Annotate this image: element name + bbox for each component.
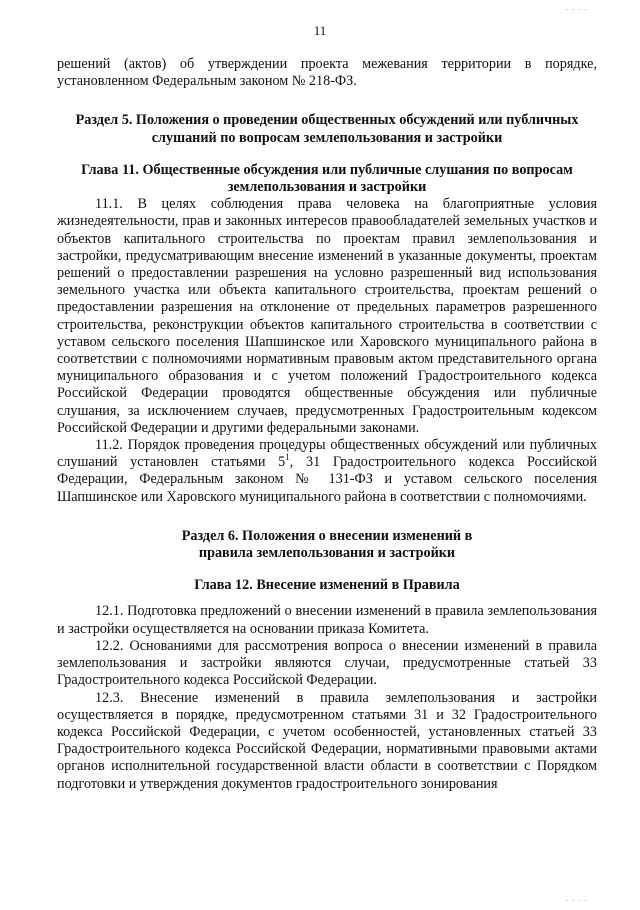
paragraph-11-2-part-b: , 31 Градостроительного кодекса Российской Федерации, Федеральным законом № 131-ФЗ и уставом сельского поселения Шапшинское или Харовского муниципального района в соответствии с полномочиями.	[57, 454, 597, 505]
page-number: 11	[313, 23, 327, 38]
paragraph-12-1: 12.1. Подготовка предложений о внесении изменений в правила землепользования и застройки осуществляется на основании приказа Комитета.	[57, 603, 597, 637]
paragraph-11-2	[57, 437, 597, 506]
section-6-heading	[57, 528, 597, 562]
paragraph-11-1: 11.1. В целях соблюдения права человека на благоприятные условия жизнедеятельности, прав и законных интересов правообладателей земельных участков и объектов капитального строительства по проектам правил землепользования и застройки, предусматривающим внесение изменений в указанные документы, проектам решений о предоставлении разрешения на условно разрешенный вид использования земельного участка или объекта капитального строительства, проектам решений о предоставлении разрешения на отклонение от предельных параметров разрешенного строительства, реконструкции объектов капитального строительства в соответствии с уставом сельского поселения Шапшинское или Харовского муниципального района в соответствии с полномочиями нормативным правовым актом представительного органа муниципального образования и с учетом положений Градостроительного кодекса Российской Федерации проводятся общественные обсуждения или публичные слушания, за исключением случаев, предусмотренных Градостроительным кодексом Российской Федерации и другими федеральными законами.	[57, 196, 597, 436]
intro-paragraph: решений (актов) об утверждении проекта межевания территории в порядке, установленном Федеральным законом № 218-ФЗ.	[57, 56, 597, 90]
chapter-11-heading: Глава 11. Общественные обсуждения или публичные слушания по вопросам землепользования и застройки	[81, 161, 573, 196]
paragraph-12-2: 12.2. Основаниями для рассмотрения вопроса о внесении изменений в правила землепользования и застройки являются случаи, предусмотренные статьей 33 Градостроительного кодекса Российской Федерации.	[57, 637, 597, 689]
section-6-heading-line-1: Раздел 6. Положения о внесении изменений в	[181, 527, 473, 544]
scan-mark-top: · · · ·	[566, 6, 588, 14]
scan-mark-bottom: · · · ·	[566, 897, 588, 905]
section-5-heading: Раздел 5. Положения о проведении общественных обсуждений или публичных слушаний по вопросам землепользования и застройки	[75, 112, 579, 146]
section-6-heading-line-2: правила землепользования и застройки	[198, 545, 456, 562]
chapter-12-heading: Глава 12. Внесение изменений в Правила	[194, 577, 460, 594]
paragraph-11-2-part-a: 11.2. Порядок проведения процедуры общественных обсуждений или публичных слушаний установлен статьями 5	[57, 437, 597, 471]
superscript-marker: 1	[285, 452, 290, 463]
paragraph-12-3: 12.3. Внесение изменений в правила землепользования и застройки осуществляется в порядке, предусмотренном статьями 31 и 32 Градостроительного кодекса Российской Федерации, с учетом особенностей, установленных статьей 33 Градостроительного кодекса Российской Федерации, нормативными правовыми актами органов исполнительной государственной власти области в соответствии с Порядком подготовки и утверждения документов градостроительного зонирования	[57, 689, 597, 792]
page-content	[57, 56, 597, 793]
